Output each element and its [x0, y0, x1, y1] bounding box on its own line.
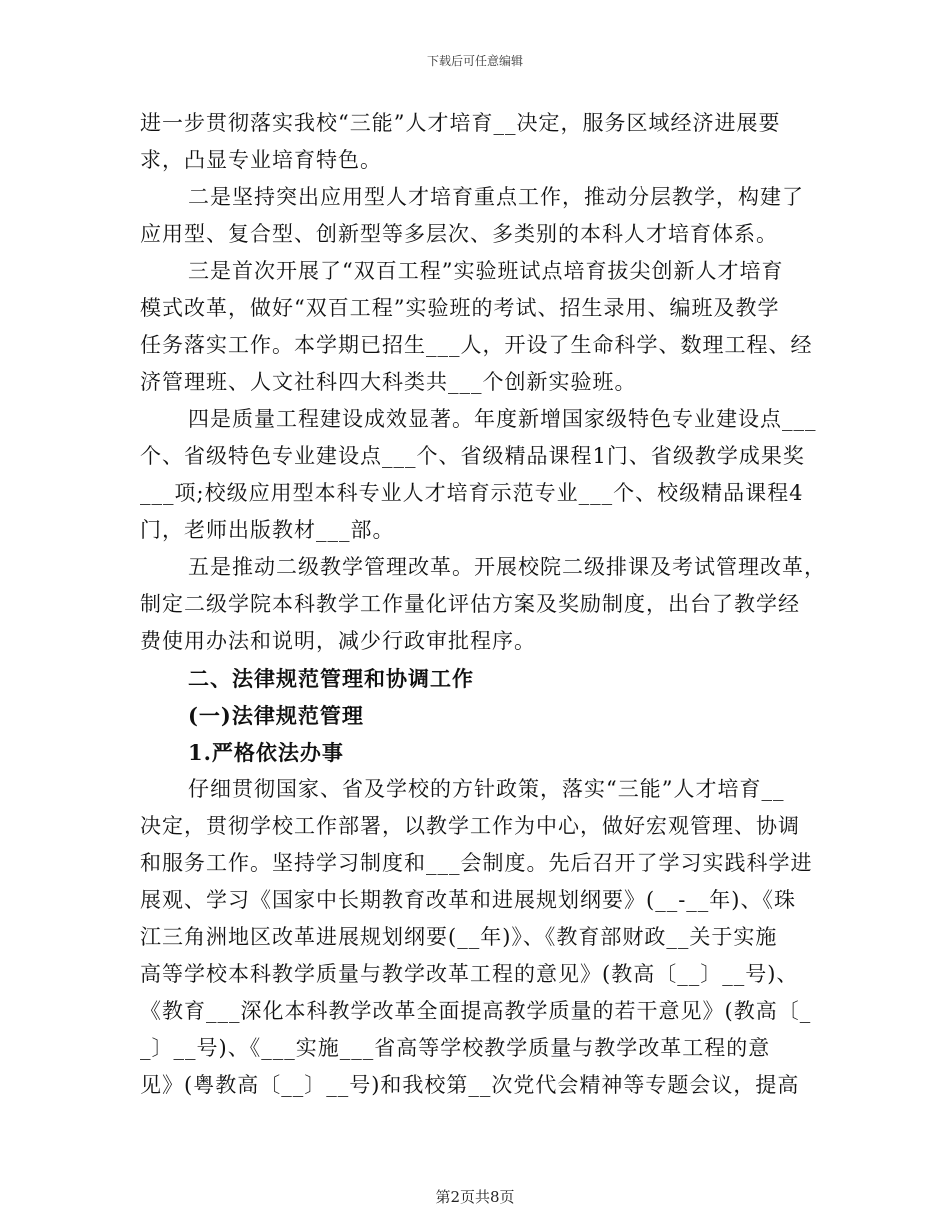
text-line: 费使用办法和说明，减少行政审批程序。	[140, 629, 536, 653]
text-line: 门，老师出版教材___部。	[140, 518, 395, 542]
text-line: 展观、学习《国家中长期教育改革和进展规划纲要》(__-__年)、《珠	[140, 888, 796, 912]
text-line: 任务落实工作。本学期已招生___人，开设了生命科学、数理工程、经	[140, 333, 813, 357]
page-footer: 第2页共8页	[435, 1188, 515, 1206]
section-heading: 1.严格依法办事	[188, 740, 344, 765]
text-line: 江三角洲地区改革进展规划纲要(__年)》、《教育部财政__关于实施	[140, 925, 778, 949]
text-line: 应用型、复合型、创新型等多层次、多类别的本科人才培育体系。	[140, 222, 778, 246]
text-line: 四是质量工程建设成效显著。年度新增国家级特色专业建设点___	[188, 407, 817, 431]
text-line: 模式改革，做好“双百工程”实验班的考试、招生录用、编班及教学	[140, 296, 780, 320]
text-line: 制定二级学院本科教学工作量化评估方案及奖励制度，出台了教学经	[140, 592, 800, 616]
section-heading: 二、法律规范管理和协调工作	[188, 666, 474, 691]
text-line: 和服务工作。坚持学习制度和___会制度。先后召开了学习实践科学进	[140, 851, 813, 875]
text-line: 决定，贯彻学校工作部署，以教学工作为中心，做好宏观管理、协调	[140, 814, 800, 838]
text-line: 见》(粤教高〔__〕__号)和我校第__次党代会精神等专题会议，提高	[140, 1073, 800, 1097]
text-line: 济管理班、人文社科四大科类共___个创新实验班。	[140, 370, 637, 394]
text-line: 五是推动二级教学管理改革。开展校院二级排课及考试管理改革，	[188, 555, 826, 579]
text-line: 高等学校本科教学质量与教学改革工程的意见》(教高〔__〕__号)、	[140, 962, 799, 986]
text-line: 二是坚持突出应用型人才培育重点工作，推动分层教学，构建了	[188, 185, 804, 209]
text-line: ___项;校级应用型本科专业人才培育示范专业___个、校级精品课程4	[140, 481, 804, 505]
text-line: 求，凸显专业培育特色。	[140, 148, 382, 172]
text-line: 个、省级特色专业建设点___个、省级精品课程1门、省级教学成果奖	[140, 444, 805, 468]
text-line: _〕__号)、《___实施___省高等学校教学质量与教学改革工程的意	[140, 1036, 771, 1060]
text-line: 《教育___深化本科教学改革全面提高教学质量的若干意见》(教高〔_	[140, 999, 812, 1023]
text-line: 仔细贯彻国家、省及学校的方针政策，落实“三能”人才培育__	[188, 777, 785, 801]
section-heading: (一)法律规范管理	[188, 703, 364, 728]
text-line: 三是首次开展了“双百工程”实验班试点培育拔尖创新人才培育	[188, 259, 784, 283]
document-body	[140, 105, 826, 1104]
text-line: 进一步贯彻落实我校“三能”人才培育__决定，服务区域经济进展要	[140, 111, 781, 135]
page-header: 下载后可任意编辑	[426, 54, 523, 68]
